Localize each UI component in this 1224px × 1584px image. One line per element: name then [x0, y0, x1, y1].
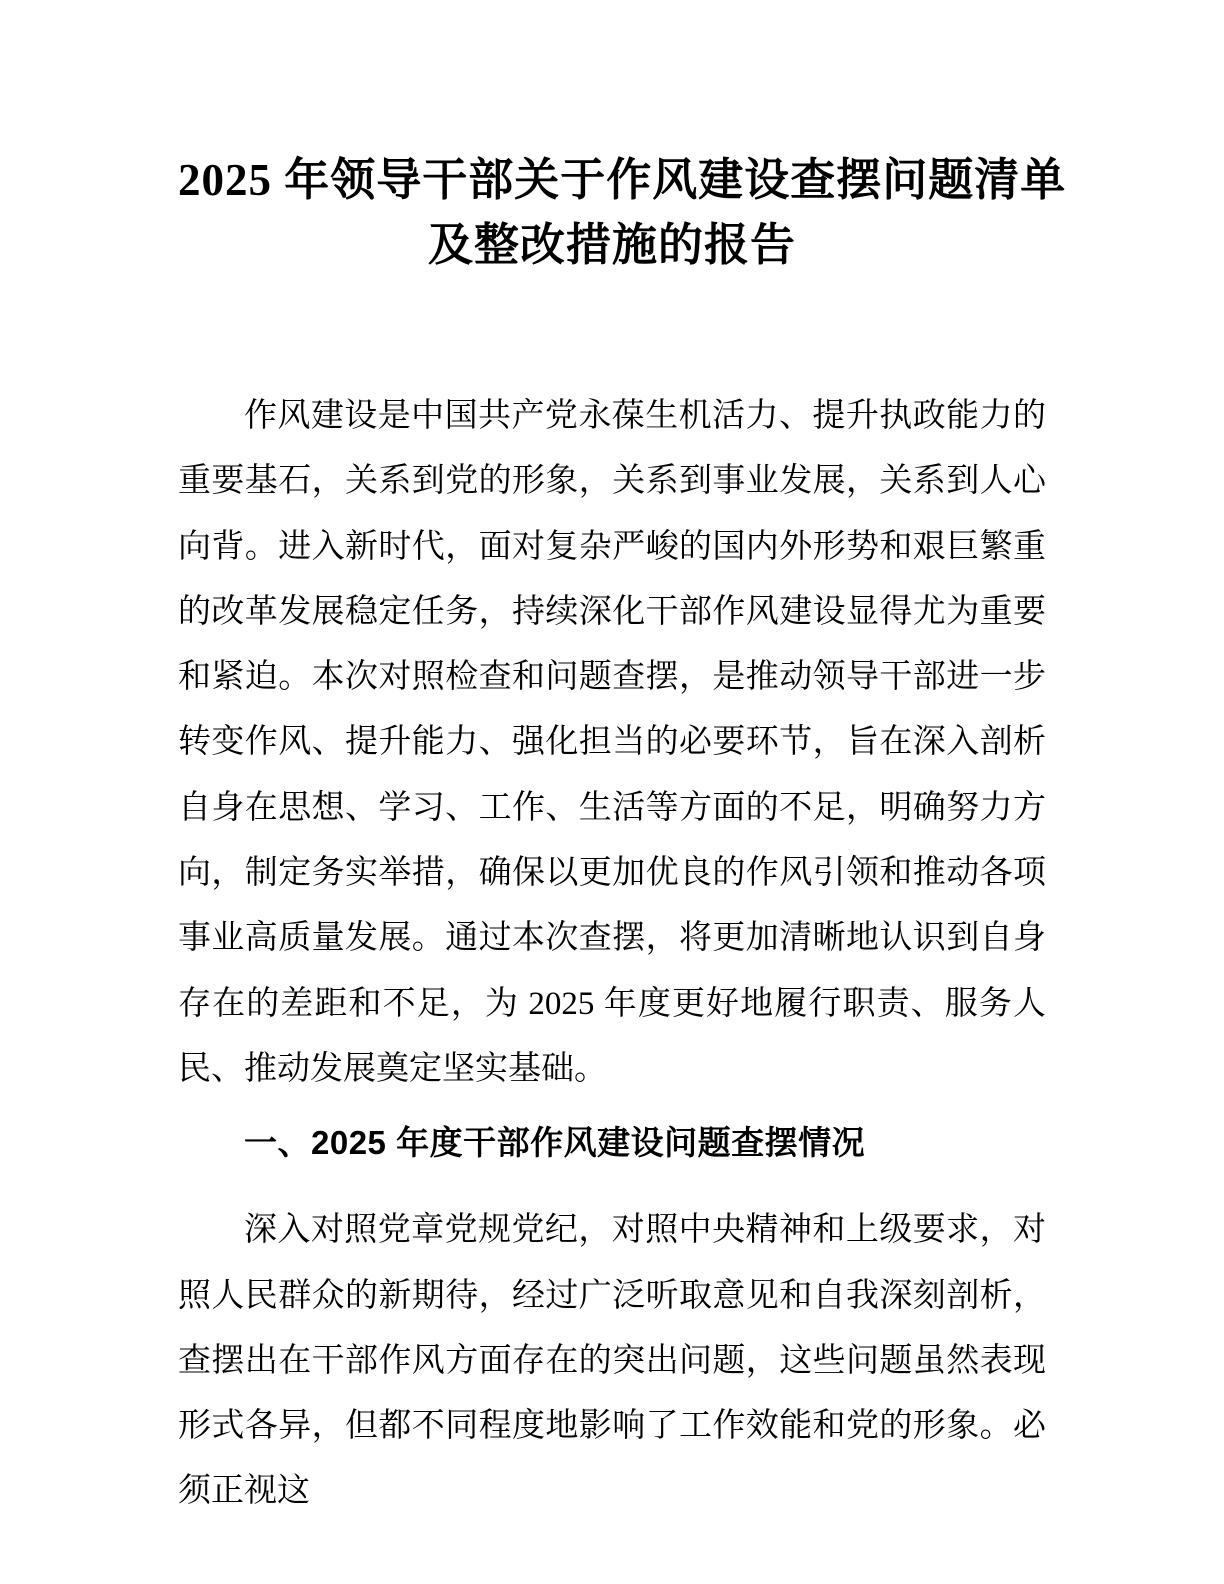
document-title-line-2: 及整改措施的报告	[427, 220, 796, 270]
document-title-line-1: 2025 年领导干部关于作风建设查摆问题清单	[178, 155, 1067, 205]
section-1-paragraph: 深入对照党章党规党纪，对照中央精神和上级要求，对照人民群众的新期待，经过广泛听取意见和自我深刻剖析，查摆出在干部作风方面存在的突出问题，这些问题虽然表现形式各异，但都不同程度地影响了工作效能和党的形象。必须正视这	[178, 1212, 1046, 1510]
document-content	[0, 148, 1224, 1525]
intro-paragraph: 作风建设是中国共产党永葆生机活力、提升执政能力的重要基石，关系到党的形象，关系到事业发展，关系到人心向背。进入新时代，面对复杂严峻的国内外形势和艰巨繁重的改革发展稳定任务，持续深化干部作风建设显得尤为重要和紧迫。本次对照检查和问题查摆，是推动领导干部进一步转变作风、提升能力、强化担当的必要环节，旨在深入剖析自身在思想、学习、工作、生活等方面的不足，明确努力方向，制定务实举措，确保以更加优良的作风引领和推动各项事业高质量发展。通过本次查摆，将更加清晰地认识到自身存在的差距和不足，为 2025 年度更好地履行职责、服务人民、推动发展奠定坚实基础。	[178, 398, 1046, 1087]
document-title	[178, 148, 1067, 278]
section-1-heading: 一、2025 年度干部作风建设问题查摆情况	[244, 1124, 866, 1162]
